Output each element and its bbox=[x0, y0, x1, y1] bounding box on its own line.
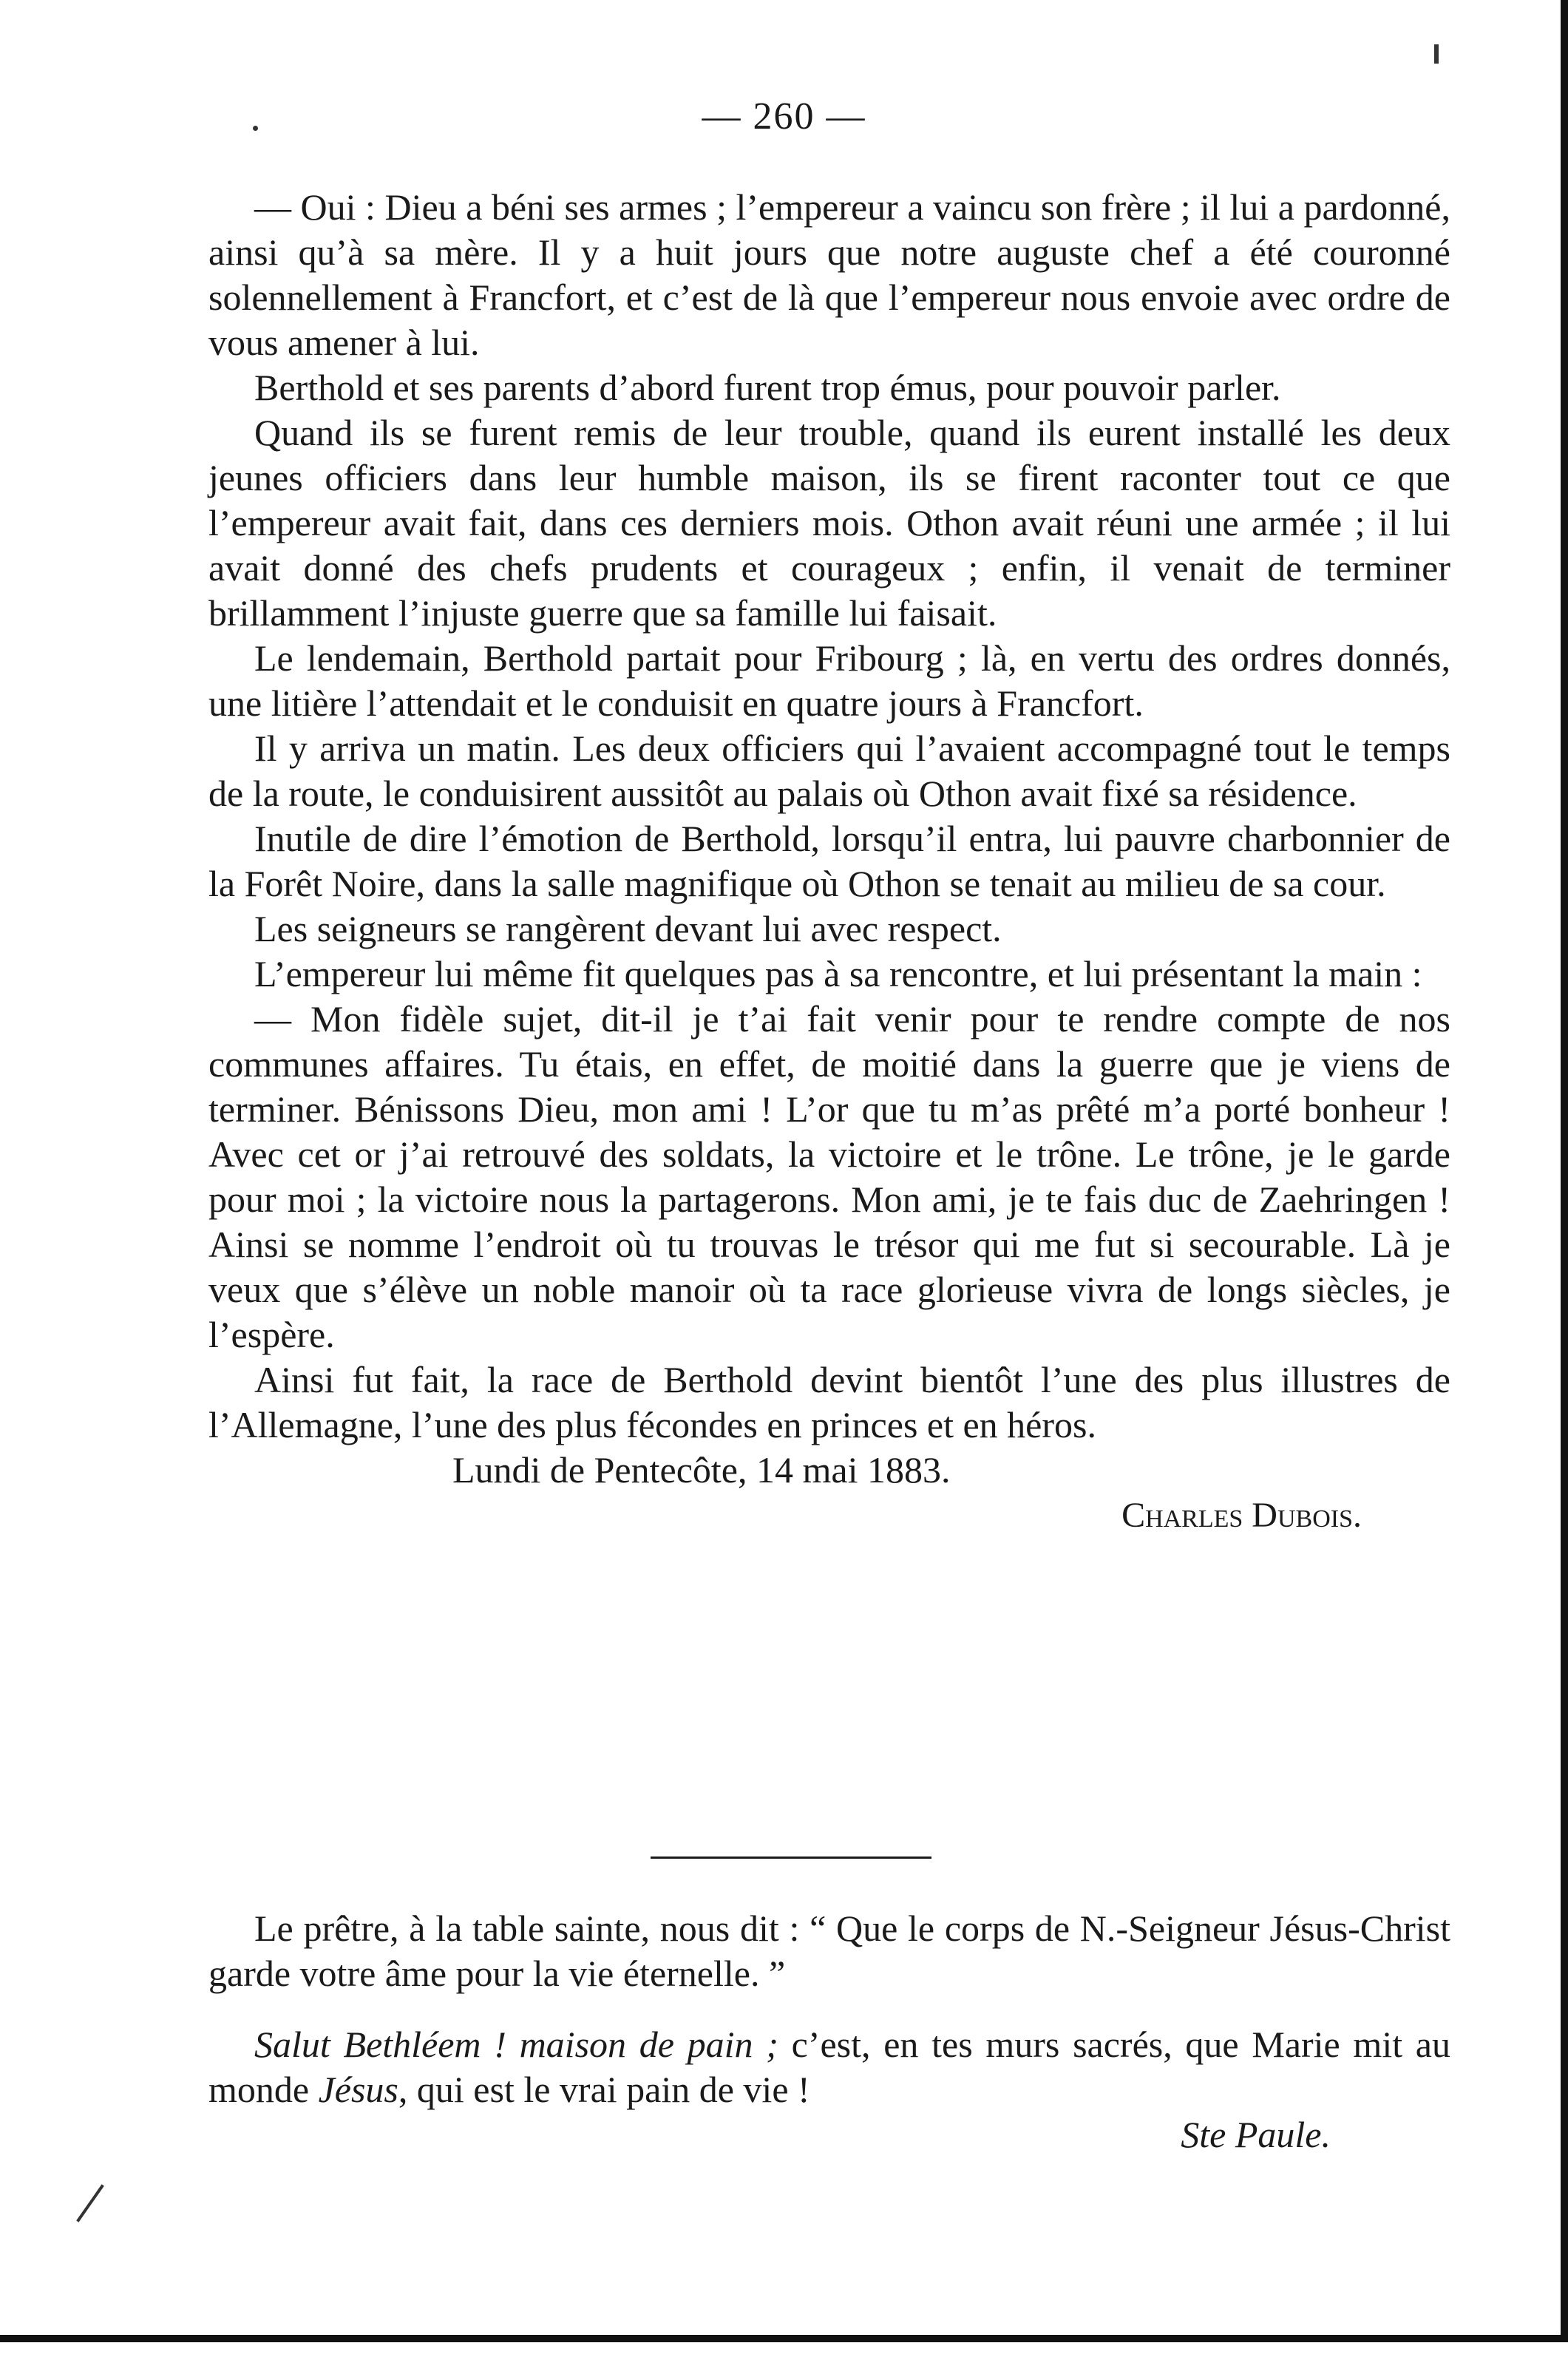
paragraph: Ainsi fut fait, la race de Berthold devint bientôt l’une des plus illustres de l’Allemagne, l’une des plus fécondes en princes et en héros. bbox=[208, 1359, 1450, 1445]
dateline: Lundi de Pentecôte, 14 mai 1883. bbox=[452, 1449, 951, 1491]
quote-attribution: Ste Paule. bbox=[1181, 2114, 1331, 2155]
paragraph: — Oui : Dieu a béni ses armes ; l’empereur a vaincu son frère ; il lui a pardonné, ainsi qu’à sa mère. Il y a huit jours que notre auguste chef a été couronné solennellement à Francfort, et c’est de là que l’empereur nous envoie avec ordre de vous amener à lui. bbox=[208, 186, 1450, 363]
scan-speck bbox=[76, 2184, 104, 2222]
paragraph: Il y arriva un matin. Les deux officiers qui l’avaient accompagné tout le temps de la route, le conduisirent aussitôt au palais où Othon avait fixé sa résidence. bbox=[208, 728, 1450, 814]
quote-text bbox=[208, 2022, 1450, 2112]
scan-bottom-edge bbox=[0, 2335, 1568, 2342]
section-divider bbox=[651, 1857, 931, 1859]
prayer-section bbox=[208, 1906, 1450, 1996]
paragraph: Inutile de dire l’émotion de Berthold, lorsqu’il entra, lui pauvre charbonnier de la Forêt Noire, dans la salle magnifique où Othon se tenait au milieu de sa cour. bbox=[208, 818, 1450, 904]
quote-section bbox=[208, 2022, 1450, 2157]
quote-italic-name: Jésus bbox=[318, 2069, 398, 2110]
paragraph: Berthold et ses parents d’abord furent trop émus, pour pouvoir parler. bbox=[254, 367, 1281, 408]
paragraph: L’empereur lui même fit quelques pas à sa rencontre, et lui présentant la main : bbox=[254, 953, 1422, 994]
prayer-text: Le prêtre, à la table sainte, nous dit : “ Que le corps de N.-Seigneur Jésus-Christ garde votre âme pour la vie éternelle. ” bbox=[208, 1908, 1450, 1994]
scan-speck bbox=[253, 126, 258, 131]
author-signature: Charles Dubois. bbox=[1121, 1496, 1362, 1535]
scan-right-edge bbox=[1561, 0, 1568, 2342]
paragraph: Quand ils se furent remis de leur trouble, quand ils eurent installé les deux jeunes officiers dans leur humble maison, ils se firent raconter tout ce que l’empereur avait fait, dans ces derniers mois. Othon avait réuni une armée ; il lui avait donné des chefs prudents et courageux ; enfin, il venait de terminer brillamment l’injuste guerre que sa famille lui faisait. bbox=[208, 412, 1450, 634]
paragraph: — Mon fidèle sujet, dit-il je t’ai fait venir pour te rendre compte de nos communes affaires. Tu étais, en effet, de moitié dans la guerre que je viens de terminer. Bénissons Dieu, mon ami ! L’or que tu m’as prêté m’a porté bonheur ! Avec cet or j’ai retrouvé des soldats, la victoire et le trône. Le trône, je le garde pour moi ; la victoire nous la partagerons. Mon ami, je te fais duc de Zaehringen ! Ainsi se nomme l’endroit où tu trouvas le trésor qui me fut si secourable. Là je veux que s’élève un noble manoir où ta race glorieuse vivra de longs siècles, je l’espère. bbox=[208, 998, 1450, 1355]
quote-middle: c’est, en tes murs sacrés, que Marie mit au monde bbox=[208, 2024, 1450, 2110]
paragraph: Les seigneurs se rangèrent devant lui avec respect. bbox=[254, 908, 1002, 949]
quote-italic-opening: Salut Bethléem ! maison de pain ; bbox=[254, 2024, 778, 2065]
scan-speck bbox=[1434, 44, 1439, 64]
quote-end: , qui est le vrai pain de vie ! bbox=[398, 2069, 810, 2110]
paragraph: Le lendemain, Berthold partait pour Fribourg ; là, en vertu des ordres donnés, une litière l’attendait et le conduisit en quatre jours à Francfort. bbox=[208, 637, 1450, 724]
story-text bbox=[208, 185, 1450, 1538]
page-number: — 260 — bbox=[702, 95, 866, 138]
